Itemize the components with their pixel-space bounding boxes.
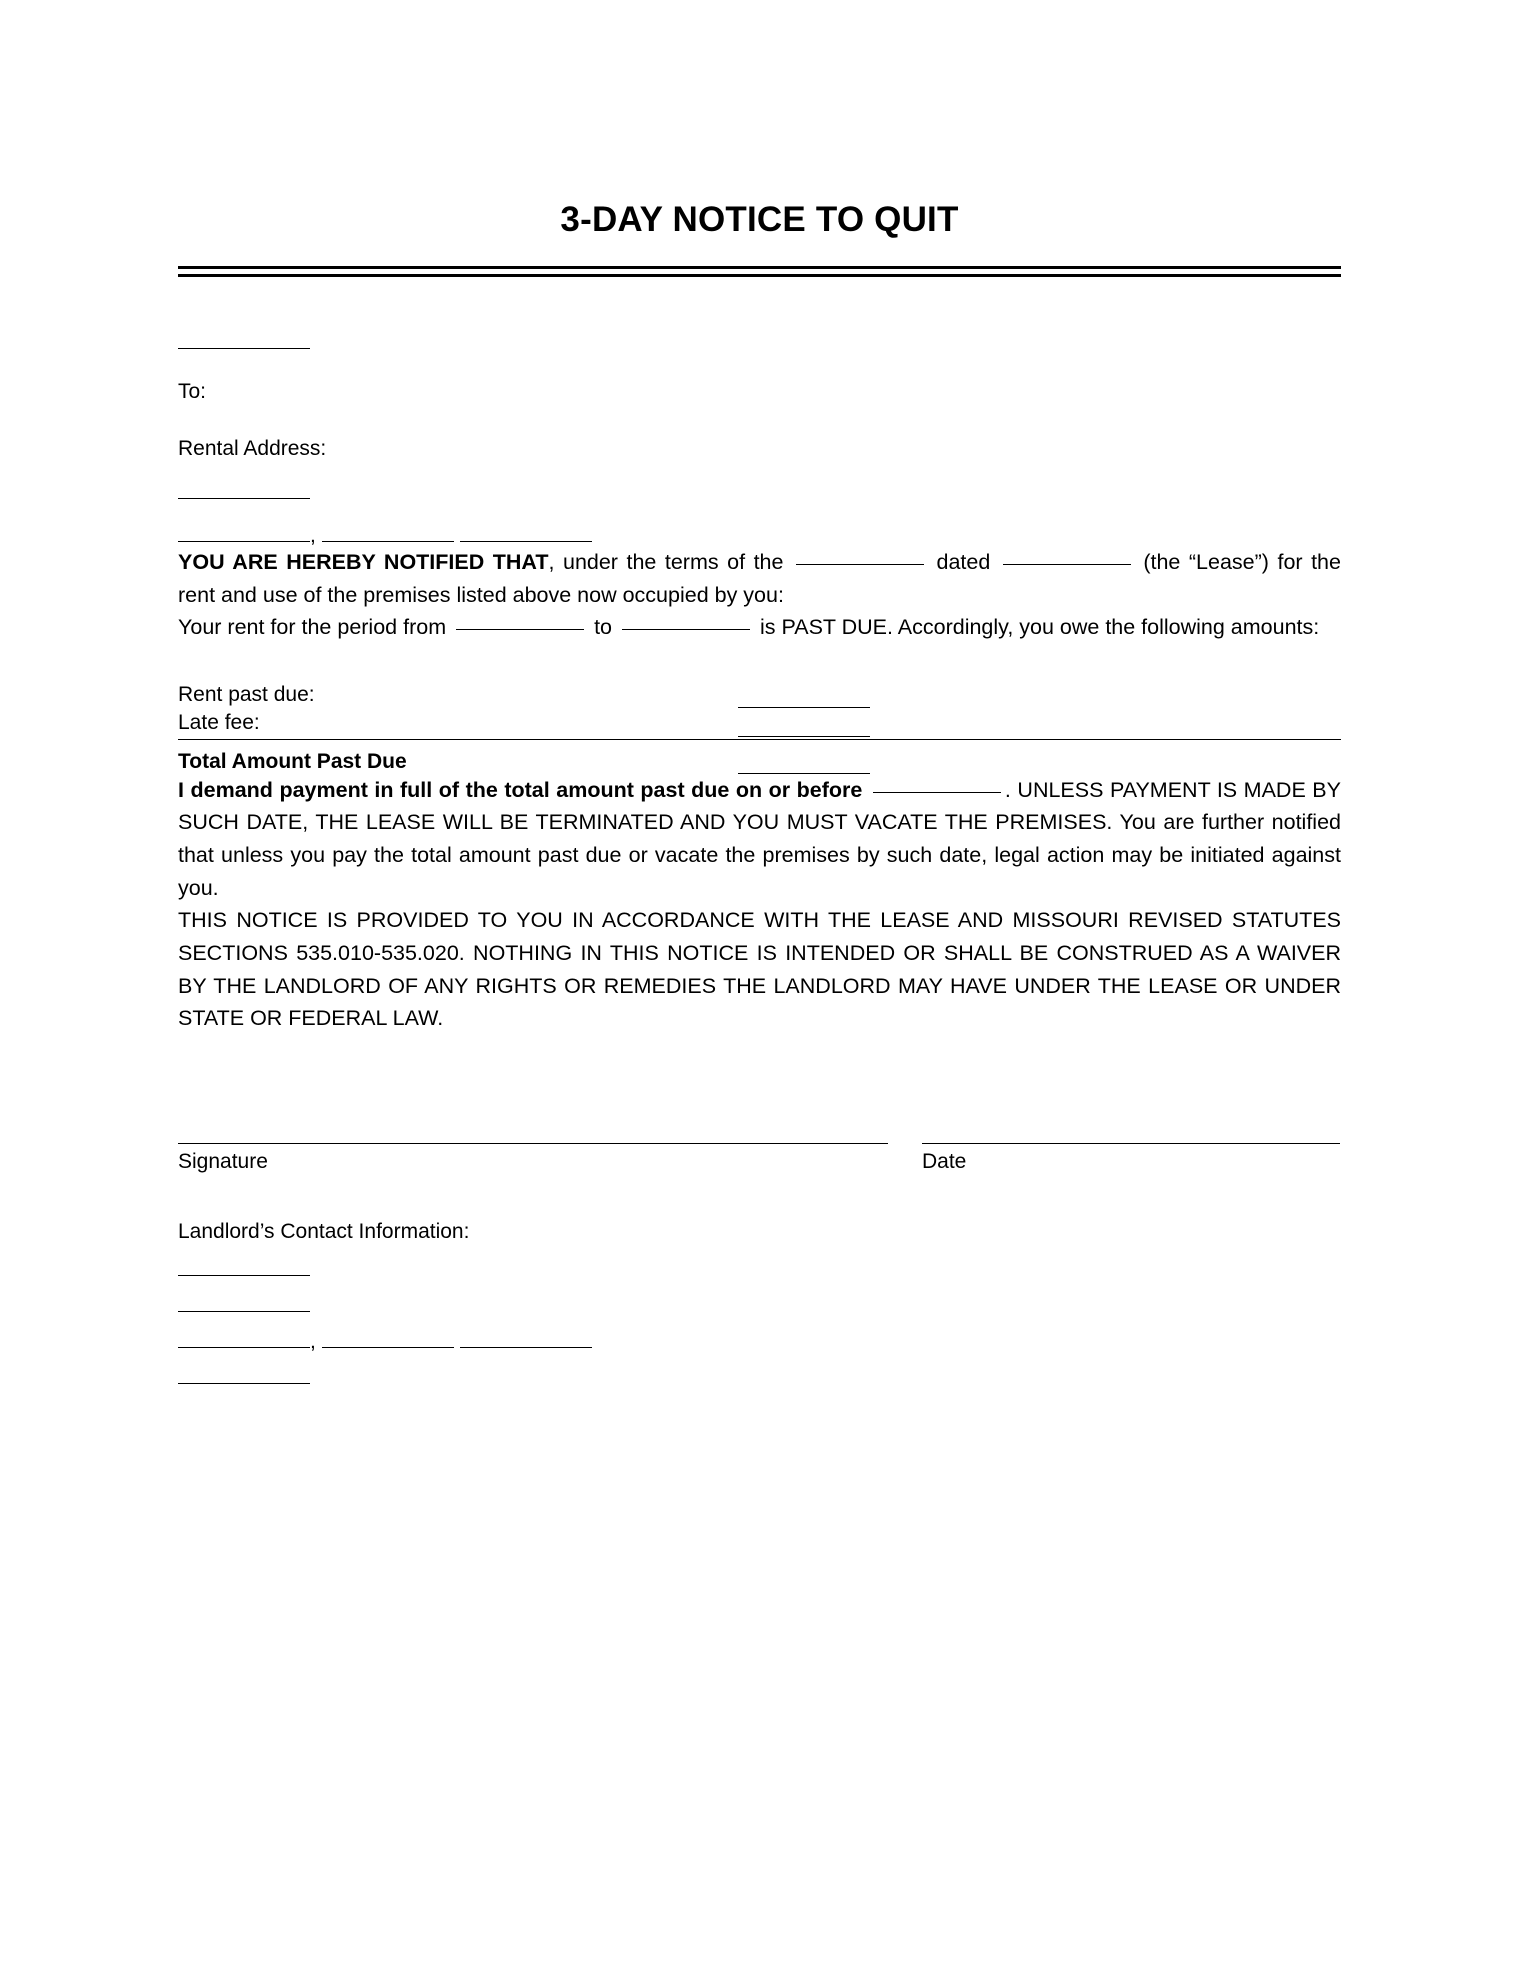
document-body — [178, 200, 1341, 1402]
rental-address-line-2[interactable] — [178, 524, 1341, 546]
to-label: To: — [178, 380, 207, 403]
demand-bold-lead: I demand payment in full of the total amount past due on or before — [178, 777, 863, 802]
paragraph-statutes: THIS NOTICE IS PROVIDED TO YOU IN ACCORDANCE WITH THE LEASE AND MISSOURI REVISED STATUTES SECTIONS 535.010-535.020. NOTHING IN THIS NOTICE IS INTENDED OR SHALL BE CONSTRUED AS A WAIVER BY THE LANDLORD OF ANY RIGHTS OR REMEDIES THE LANDLORD MAY HAVE UNDER THE LEASE OR UNDER STATE OR FEDERAL LAW. — [178, 908, 1341, 1031]
blank-line-period-from[interactable] — [456, 628, 584, 630]
rental-address-label: Rental Address: — [178, 437, 327, 460]
blank-line[interactable] — [178, 331, 310, 349]
late-fee-label: Late fee: — [178, 711, 260, 735]
notified-tail: (the “Lease”) for the rent and use of the premises listed above now occupied by you: — [178, 550, 1341, 607]
amounts-table — [178, 682, 1341, 774]
paragraph-rent-period — [178, 611, 1341, 644]
blank-line-state[interactable] — [322, 1330, 454, 1348]
blank-line-demand-date[interactable] — [873, 791, 1001, 793]
table-row-rent-past-due — [178, 682, 1341, 708]
address-comma: , — [310, 524, 316, 547]
page-title: 3-DAY NOTICE TO QUIT — [560, 200, 959, 239]
rental-address-line-1[interactable] — [178, 481, 1341, 504]
date-line[interactable] — [922, 1143, 1340, 1144]
blank-line-lease-name[interactable] — [796, 563, 924, 565]
blank-line[interactable] — [178, 1294, 310, 1312]
rent-period-mid: to — [594, 615, 613, 640]
date-column — [922, 1143, 1340, 1174]
total-amount-label: Total Amount Past Due — [178, 749, 407, 773]
table-row-late-fee — [178, 710, 1341, 736]
contact-line-1[interactable] — [178, 1258, 1341, 1294]
blank-line-lease-date[interactable] — [1003, 563, 1131, 565]
blank-line-late-fee[interactable] — [738, 720, 870, 737]
blank-line[interactable] — [178, 481, 310, 499]
blank-line-rent-past-due[interactable] — [738, 691, 870, 708]
signature-line[interactable] — [178, 1143, 888, 1144]
blank-line[interactable] — [178, 1366, 310, 1384]
rent-past-due-label: Rent past due: — [178, 683, 315, 707]
blank-line-city[interactable] — [178, 1330, 310, 1348]
rent-period-lead: Your rent for the period from — [178, 615, 447, 640]
contact-line-3[interactable] — [178, 1330, 1341, 1366]
blank-line-zip[interactable] — [460, 1330, 592, 1348]
recipient-name-field[interactable] — [178, 331, 1341, 354]
date-label: Date — [922, 1149, 967, 1173]
paragraph-demand — [178, 774, 1341, 905]
contact-line-2[interactable] — [178, 1294, 1341, 1330]
blank-line-zip[interactable] — [460, 524, 592, 542]
blank-line-total[interactable] — [738, 757, 870, 774]
blank-line-state[interactable] — [322, 524, 454, 542]
signature-column — [178, 1143, 888, 1174]
notified-bold-lead: YOU ARE HEREBY NOTIFIED THAT — [178, 550, 549, 574]
signature-block — [178, 1143, 1341, 1174]
blank-line-period-to[interactable] — [622, 628, 750, 630]
blank-line[interactable] — [178, 1258, 310, 1276]
contact-line-4[interactable] — [178, 1366, 1341, 1402]
rent-period-tail: is PAST DUE. Accordingly, you owe the following amounts: — [759, 615, 1320, 640]
landlord-contact-fields — [178, 1258, 1341, 1402]
amounts-divider — [178, 739, 1341, 740]
demand-tail: . UNLESS PAYMENT IS MADE BY SUCH DATE, THE LEASE WILL BE TERMINATED AND YOU MUST VACATE THE PREMISES. You are further notified that unless you pay the total amount past due or vacate the premises by such date, legal action may be initiated against you. — [178, 777, 1341, 900]
landlord-contact-label: Landlord’s Contact Information: — [178, 1219, 470, 1243]
contact-comma: , — [310, 1329, 316, 1353]
notified-after-bold: , under the terms of the — [548, 550, 784, 574]
blank-line-city[interactable] — [178, 524, 310, 542]
paragraph-notified — [178, 546, 1341, 611]
signature-label: Signature — [178, 1149, 268, 1173]
title-divider-top — [178, 266, 1341, 269]
notified-mid: dated — [936, 550, 991, 574]
table-row-total — [178, 750, 1341, 774]
